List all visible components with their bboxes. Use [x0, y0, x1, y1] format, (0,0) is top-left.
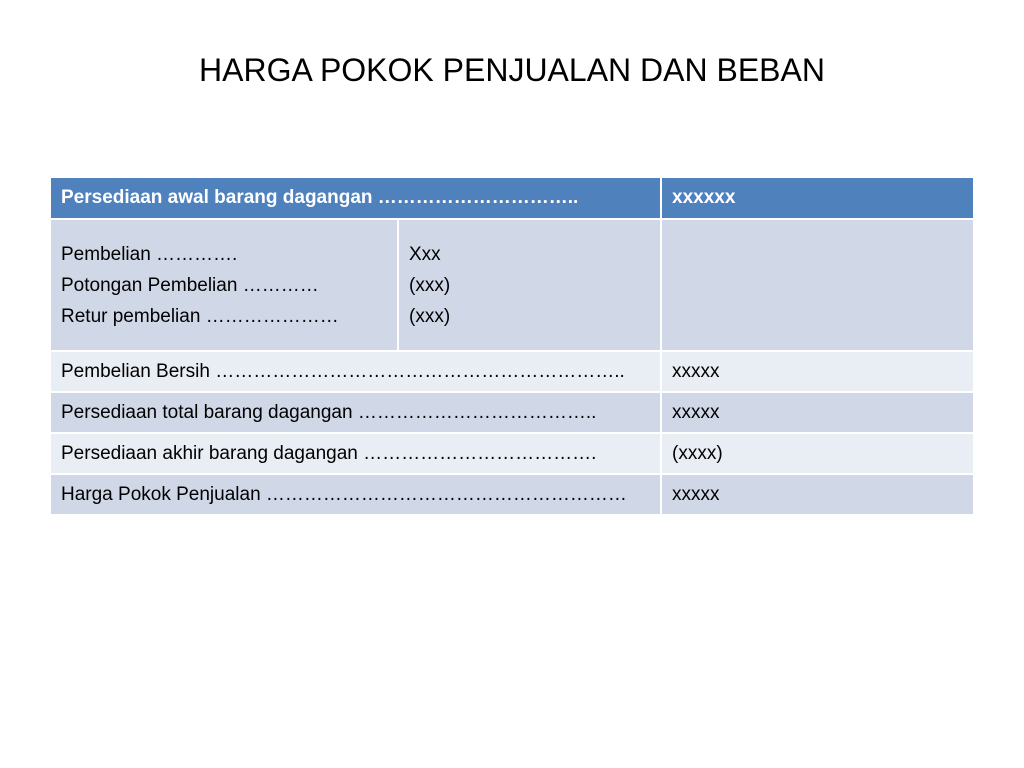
table-row [51, 434, 973, 475]
slide-title: HARGA POKOK PENJUALAN DAN BEBAN [199, 52, 825, 88]
purchase-return-value: (xxx) [409, 305, 451, 327]
header-label-cell: Persediaan awal barang dagangan ………………………….. [51, 178, 662, 220]
cogs-label: Harga Pokok Penjualan ………………………………………………… [51, 475, 662, 516]
purchase-return-label: Retur pembelian ………………… [61, 305, 339, 327]
cogs-value: xxxxx [662, 475, 973, 516]
purchases-values-cell [399, 220, 662, 352]
cogs-table [51, 178, 973, 516]
purchase-discount-value: (xxx) [409, 274, 451, 296]
purchase-value: Xxx [409, 243, 441, 265]
purchases-labels-cell [51, 220, 399, 352]
purchase-discount-label: Potongan Pembelian ………… [61, 274, 319, 296]
total-inventory-label: Persediaan total barang dagangan ……………………………….. [51, 393, 662, 434]
table-header-row [51, 178, 973, 220]
table-row [51, 393, 973, 434]
purchase-label: Pembelian …………. [61, 243, 238, 265]
net-purchases-value: xxxxx [662, 352, 973, 393]
ending-inventory-value: (xxxx) [662, 434, 973, 475]
purchases-total-cell [662, 220, 973, 352]
net-purchases-label: Pembelian Bersih ……………………………………………………….. [51, 352, 662, 393]
table-row [51, 475, 973, 516]
total-inventory-value: xxxxx [662, 393, 973, 434]
header-value-cell: xxxxxx [662, 178, 973, 220]
ending-inventory-label: Persediaan akhir barang dagangan ………………………………. [51, 434, 662, 475]
purchases-row [51, 220, 973, 352]
table-row [51, 352, 973, 393]
